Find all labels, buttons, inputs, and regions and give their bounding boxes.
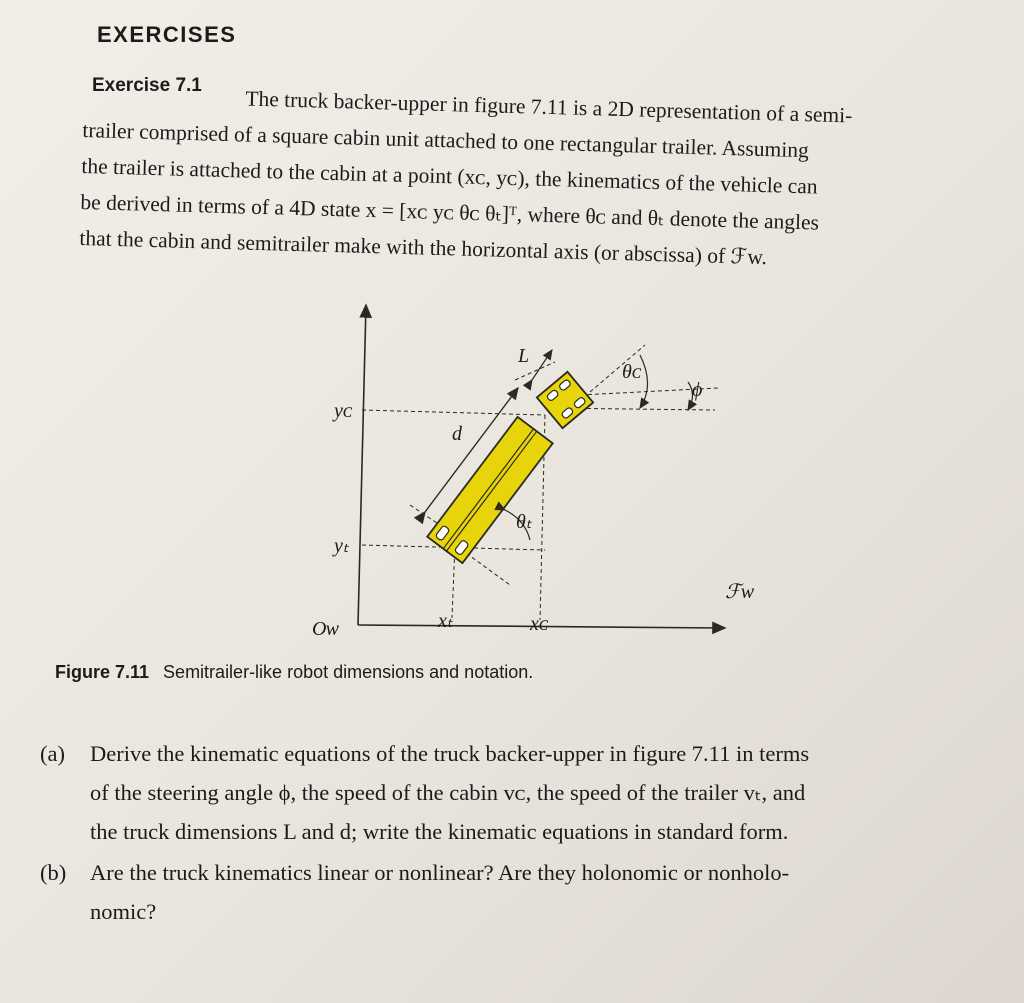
exercise-label: Exercise 7.1: [92, 75, 202, 96]
question-a-line-2: of the steering angle ϕ, the speed of the cabin vᴄ, the speed of the trailer vₜ, and: [90, 780, 806, 805]
trailer-centerline-2: [446, 431, 536, 551]
question-a: [40, 734, 1000, 851]
label-yc: yᴄ: [334, 400, 352, 422]
y-axis: [358, 305, 366, 625]
label-theta-t: θₜ: [516, 511, 532, 533]
exercise-line-5: that the cabin and semitrailer make with the horizontal axis (or abscissa) of ℱw.: [79, 225, 768, 270]
question-a-line-1: Derive the kinematic equations of the truck backer-upper in figure 7.11 in terms: [90, 741, 810, 766]
caption-text: Semitrailer-like robot dimensions and notation.: [163, 662, 534, 682]
exercise-line-1: The truck backer-upper in figure 7.11 is a 2D representation of a semi-: [245, 86, 853, 128]
label-frame: ℱw: [725, 581, 755, 603]
label-origin: Oᴡ: [312, 618, 338, 640]
question-a-line-3: the truck dimensions L and d; write the kinematic equations in standard form.: [90, 819, 789, 844]
exercise-line-2: trailer comprised of a square cabin unit attached to one rectangular trailer. Assuming: [82, 117, 810, 163]
yc-guide: [362, 410, 545, 415]
question-b-line-1: Are the truck kinematics linear or nonlinear? Are they holonomic or nonholo-: [90, 860, 790, 885]
label-yt: yₜ: [334, 535, 349, 557]
section-heading: EXERCISES: [97, 22, 237, 47]
label-theta-c: θᴄ: [622, 361, 641, 383]
question-a-label: (a): [40, 741, 65, 766]
exercise-line-3: the trailer is attached to the cabin at a point (xᴄ, yᴄ), the kinematics of the vehicle can: [81, 153, 818, 199]
theta-c-arc: [640, 355, 648, 408]
label-xc: xᴄ: [530, 613, 548, 635]
label-xt: xₜ: [438, 610, 453, 632]
trailer-body: [427, 417, 552, 563]
label-L: L: [518, 345, 530, 367]
question-b: [40, 853, 1000, 931]
label-phi: ϕ: [692, 379, 703, 401]
label-d: d: [452, 423, 462, 445]
question-b-label: (b): [40, 860, 67, 885]
d-ext: [410, 505, 440, 525]
figure-caption: [55, 662, 533, 683]
exercise-line-4: be derived in terms of a 4D state x = [xᴄ yᴄ θᴄ θₜ]ᵀ, where θᴄ and θₜ denote the angles: [80, 189, 820, 235]
caption-label: Figure 7.11: [55, 662, 150, 682]
question-b-line-2: nomic?: [90, 899, 157, 924]
